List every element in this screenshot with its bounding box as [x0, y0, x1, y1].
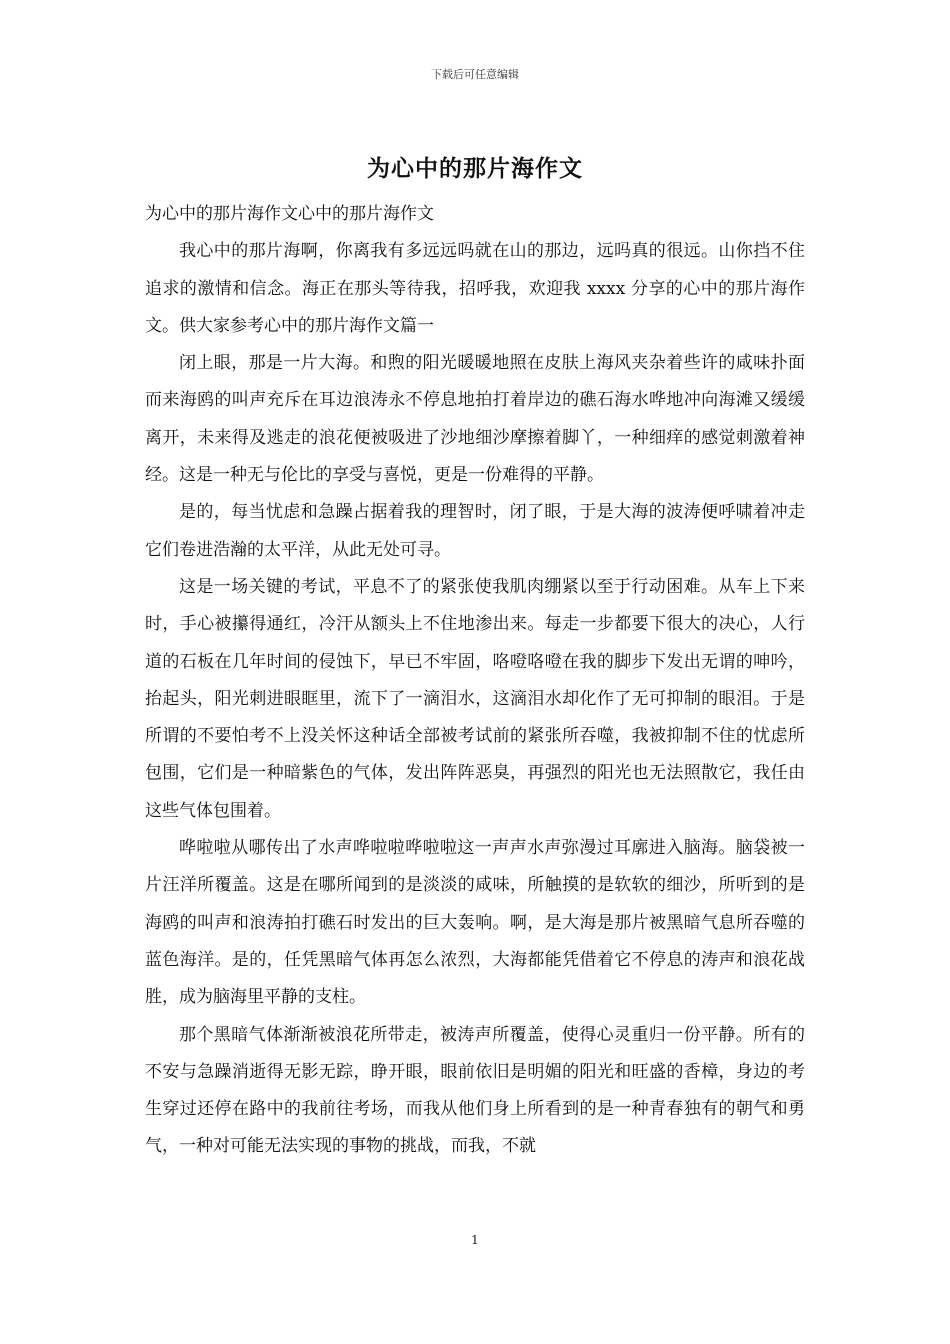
document-body	[145, 196, 805, 1166]
document-title: 为心中的那片海作文	[367, 155, 583, 182]
paragraph-4: 这是一场关键的考试，平息不了的紧张使我肌肉绷紧以至于行动困难。从车上下来时，手心被攥得通红，冷汗从额头上不住地渗出来。每走一步都要下很大的决心，人行道的石板在几年时间的侵蚀下，早已不牢固，咯噔咯噔在我的脚步下发出无谓的呻吟，抬起头，阳光刺进眼眶里，流下了一滴泪水，这滴泪水却化作了无可抑制的眼泪。于是所谓的不要怕考不上没关怀这种话全部被考试前的紧张所吞噬，我被抑制不住的忧虑所包围，它们是一种暗紫色的气体，发出阵阵恶臭，再强烈的阳光也无法照散它，我任由这些气体包围着。	[145, 576, 805, 821]
subtitle-line: 为心中的那片海作文心中的那片海作文	[145, 204, 434, 224]
paragraph-3: 是的，每当忧虑和急躁占据着我的理智时，闭了眼，于是大海的波涛便呼啸着冲走它们卷进浩瀚的太平洋，从此无处可寻。	[145, 502, 805, 560]
paragraph-2: 闭上眼，那是一片大海。和煦的阳光暖暖地照在皮肤上海风夹杂着些许的咸味扑面而来海鸥的叫声充斥在耳边浪涛永不停息地拍打着岸边的礁石海水哗地冲向海滩又缓缓离开，未来得及逃走的浪花便被吸进了沙地细沙摩擦着脚丫，一种细痒的感觉刺激着神经。这是一种无与伦比的享受与喜悦，更是一份难得的平静。	[145, 353, 805, 486]
page-header: 下载后可任意编辑	[431, 68, 519, 81]
paragraph-1: 我心中的那片海啊，你离我有多远远吗就在山的那边，远吗真的很远。山你挡不住追求的激情和信念。海正在那头等待我，招呼我，欢迎我 xxxx 分享的心中的那片海作文。供大家参考心中的那片海作文篇一	[145, 241, 805, 336]
page-number: 1	[471, 1233, 479, 1247]
paragraph-6: 那个黑暗气体渐渐被浪花所带走，被涛声所覆盖，使得心灵重归一份平静。所有的不安与急躁消逝得无影无踪，睁开眼，眼前依旧是明媚的阳光和旺盛的香樟，身边的考生穿过还停在路中的我前往考场，而我从他们身上所看到的是一种青春独有的朝气和勇气，一种对可能无法实现的事物的挑战，而我，不就	[145, 1024, 805, 1157]
paragraph-5: 哗啦啦从哪传出了水声哗啦啦哗啦啦这一声声水声弥漫过耳廓进入脑海。脑袋被一片汪洋所覆盖。这是在哪所闻到的是淡淡的咸味，所触摸的是软软的细沙，所听到的是海鸥的叫声和浪涛拍打礁石时发出的巨大轰响。啊，是大海是那片被黑暗气息所吞噬的蓝色海洋。是的，任凭黑暗气体再怎么浓烈，大海都能凭借着它不停息的涛声和浪花战胜，成为脑海里平静的支柱。	[145, 838, 805, 1008]
